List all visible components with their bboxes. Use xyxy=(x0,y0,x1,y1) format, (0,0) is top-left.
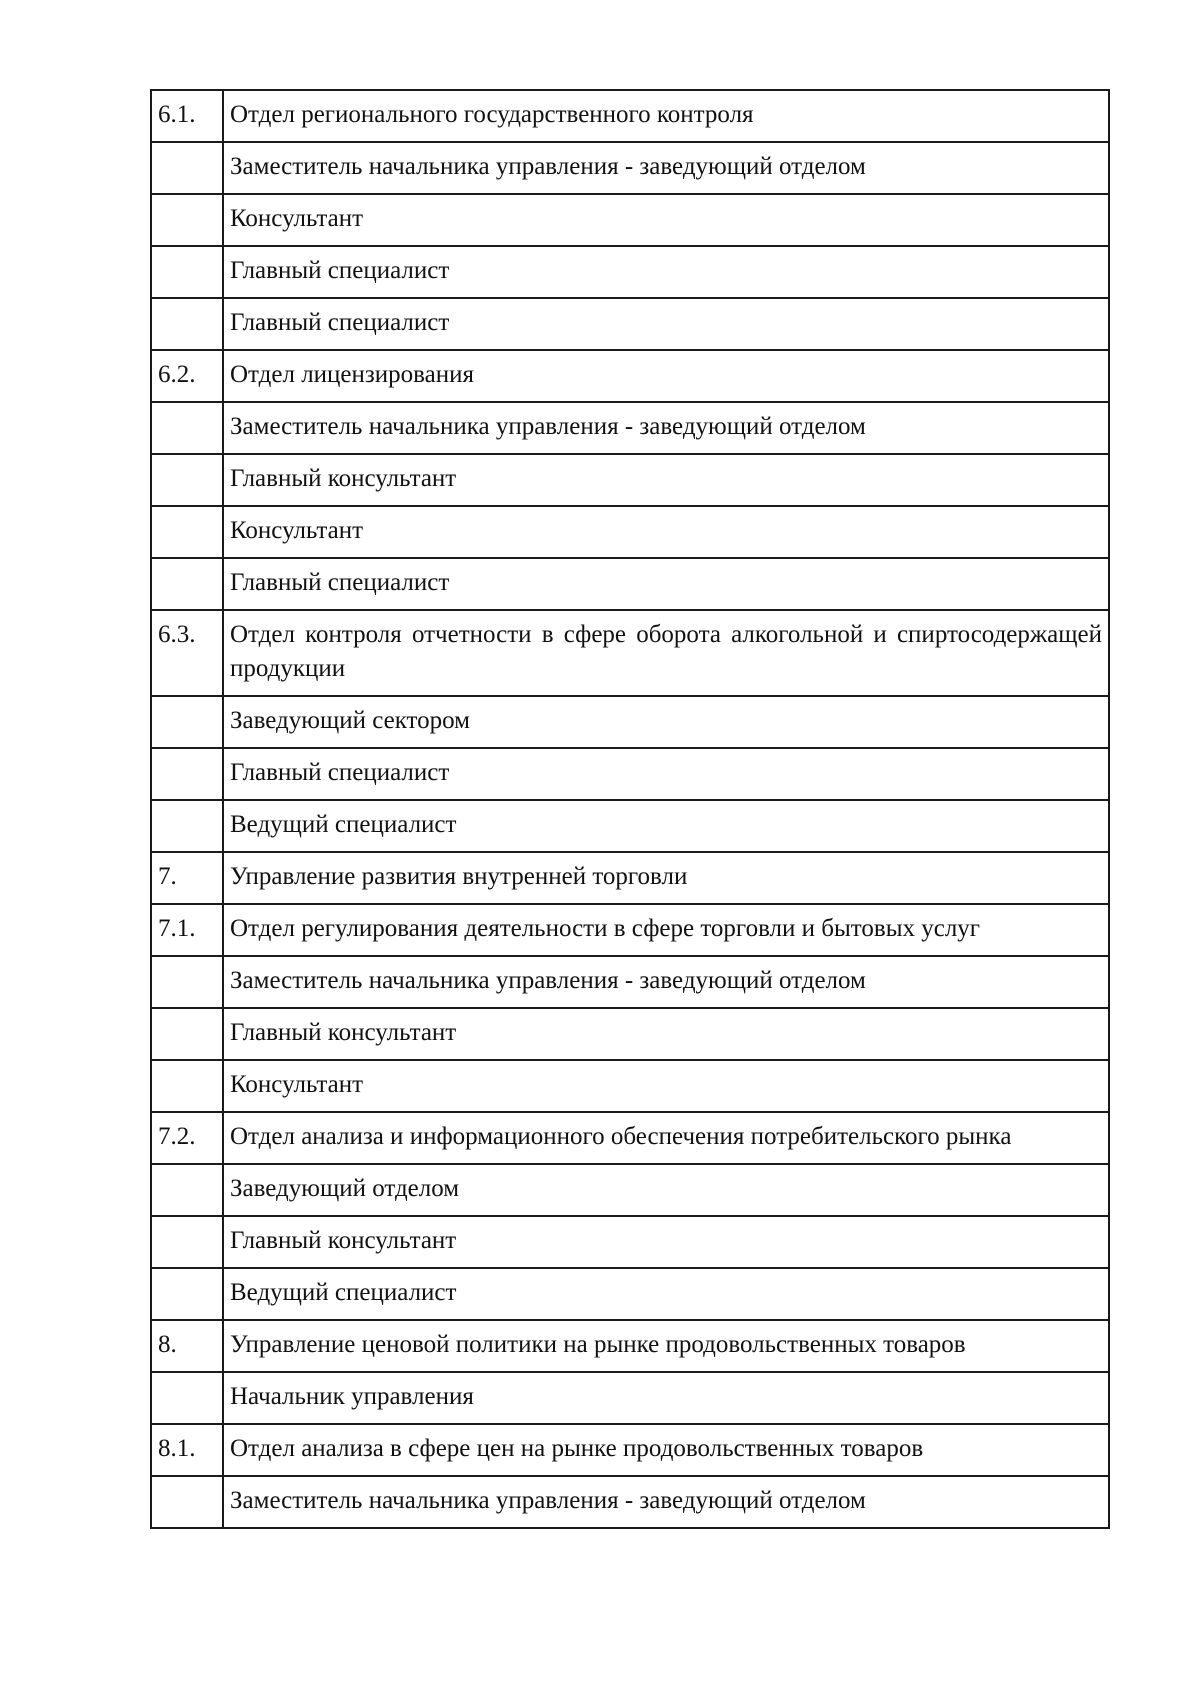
row-title-cell: Главный консультант xyxy=(223,1216,1109,1268)
staff-structure-table xyxy=(150,89,1110,1529)
row-number-cell xyxy=(151,1164,223,1216)
table-row xyxy=(151,90,1109,142)
row-number-cell xyxy=(151,506,223,558)
table-row xyxy=(151,246,1109,298)
row-number-cell xyxy=(151,402,223,454)
row-title-cell: Главный специалист xyxy=(223,748,1109,800)
row-title-cell: Заведующий сектором xyxy=(223,696,1109,748)
table-row xyxy=(151,506,1109,558)
row-number-cell: 8. xyxy=(151,1320,223,1372)
row-title-cell: Ведущий специалист xyxy=(223,1268,1109,1320)
row-number-cell: 6.1. xyxy=(151,90,223,142)
row-number-cell: 6.3. xyxy=(151,610,223,696)
table-row xyxy=(151,1112,1109,1164)
row-number-cell xyxy=(151,748,223,800)
row-number-cell xyxy=(151,1372,223,1424)
table-row xyxy=(151,956,1109,1008)
table-row xyxy=(151,350,1109,402)
row-number-cell xyxy=(151,1216,223,1268)
row-number-cell xyxy=(151,1268,223,1320)
table-row xyxy=(151,402,1109,454)
row-number-cell xyxy=(151,298,223,350)
row-title-cell: Управление развития внутренней торговли xyxy=(223,852,1109,904)
row-number-cell: 7.2. xyxy=(151,1112,223,1164)
row-number-cell: 7. xyxy=(151,852,223,904)
table-row xyxy=(151,1164,1109,1216)
row-title-cell: Отдел анализа в сфере цен на рынке продовольственных товаров xyxy=(223,1424,1109,1476)
table-row xyxy=(151,1372,1109,1424)
row-number-cell xyxy=(151,454,223,506)
row-number-cell: 8.1. xyxy=(151,1424,223,1476)
table-row xyxy=(151,696,1109,748)
row-title-cell: Главный специалист xyxy=(223,298,1109,350)
table-body xyxy=(151,90,1109,1528)
row-number-cell xyxy=(151,246,223,298)
table-row xyxy=(151,1268,1109,1320)
row-title-cell: Начальник управления xyxy=(223,1372,1109,1424)
table-row xyxy=(151,298,1109,350)
row-number-cell xyxy=(151,1008,223,1060)
table-row xyxy=(151,1060,1109,1112)
row-title-cell: Главный специалист xyxy=(223,558,1109,610)
row-number-cell xyxy=(151,696,223,748)
row-title-cell: Заместитель начальника управления - заведующий отделом xyxy=(223,956,1109,1008)
table-row xyxy=(151,852,1109,904)
table-row xyxy=(151,800,1109,852)
row-number-cell xyxy=(151,1476,223,1528)
row-title-cell: Заместитель начальника управления - заведующий отделом xyxy=(223,142,1109,194)
row-title-cell: Ведущий специалист xyxy=(223,800,1109,852)
table-row xyxy=(151,1216,1109,1268)
row-number-cell xyxy=(151,1060,223,1112)
row-number-cell xyxy=(151,194,223,246)
row-number-cell xyxy=(151,558,223,610)
row-title-cell: Управление ценовой политики на рынке продовольственных товаров xyxy=(223,1320,1109,1372)
row-title-cell: Отдел контроля отчетности в сфере оборота алкогольной и спиртосодержащей продукции xyxy=(223,610,1109,696)
row-title-cell: Отдел регионального государственного контроля xyxy=(223,90,1109,142)
row-title-cell: Отдел анализа и информационного обеспечения потребительского рынка xyxy=(223,1112,1109,1164)
table-row xyxy=(151,558,1109,610)
row-title-cell: Заместитель начальника управления - заведующий отделом xyxy=(223,402,1109,454)
table-row xyxy=(151,610,1109,696)
row-title-cell: Консультант xyxy=(223,1060,1109,1112)
row-number-cell xyxy=(151,956,223,1008)
table-row xyxy=(151,904,1109,956)
row-title-cell: Главный специалист xyxy=(223,246,1109,298)
table-row xyxy=(151,194,1109,246)
table-row xyxy=(151,748,1109,800)
table-row xyxy=(151,142,1109,194)
table-row xyxy=(151,1320,1109,1372)
table-row xyxy=(151,454,1109,506)
row-title-cell: Консультант xyxy=(223,506,1109,558)
row-title-cell: Отдел регулирования деятельности в сфере торговли и бытовых услуг xyxy=(223,904,1109,956)
table-row xyxy=(151,1476,1109,1528)
row-number-cell xyxy=(151,142,223,194)
row-number-cell xyxy=(151,800,223,852)
table-row xyxy=(151,1424,1109,1476)
row-number-cell: 6.2. xyxy=(151,350,223,402)
row-title-cell: Консультант xyxy=(223,194,1109,246)
row-title-cell: Главный консультант xyxy=(223,454,1109,506)
row-number-cell: 7.1. xyxy=(151,904,223,956)
table-row xyxy=(151,1008,1109,1060)
row-title-cell: Главный консультант xyxy=(223,1008,1109,1060)
row-title-cell: Заместитель начальника управления - заведующий отделом xyxy=(223,1476,1109,1528)
row-title-cell: Отдел лицензирования xyxy=(223,350,1109,402)
row-title-cell: Заведующий отделом xyxy=(223,1164,1109,1216)
